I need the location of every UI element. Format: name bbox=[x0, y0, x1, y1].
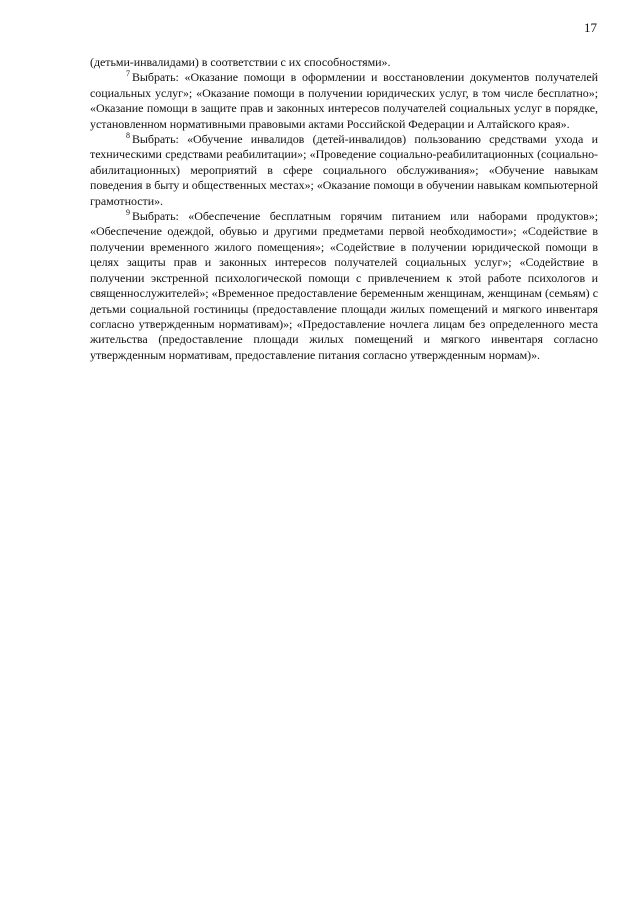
footnote-marker: 8 bbox=[126, 131, 130, 141]
footnote-marker: 9 bbox=[126, 208, 130, 218]
page-number: 17 bbox=[584, 20, 597, 35]
footnote-8 bbox=[90, 132, 598, 209]
continuation-paragraph: (детьми-инвалидами) в соответствии с их способностями». bbox=[90, 55, 391, 69]
document-body bbox=[90, 55, 598, 363]
footnote-text: Выбрать: «Оказание помощи в оформлении и восстановлении документов получателей социальных услуг»; «Оказание помощи в получении юридических услуг, в том числе бесплатно»; «Оказание помощи в защите прав и законных интересов получателей социальных услуг в порядке, установленном нормативными правовыми актами Российской Федерации и Алтайского края». bbox=[90, 70, 598, 131]
footnote-7 bbox=[90, 70, 598, 132]
footnote-9 bbox=[90, 209, 598, 363]
footnote-marker: 7 bbox=[126, 69, 130, 79]
footnote-text: Выбрать: «Обеспечение бесплатным горячим питанием или наборами продуктов»; «Обеспечение одеждой, обувью и другими предметами первой необходимости»; «Содействие в получении временного жилого помещения»; «Содействие в получении юридической помощи в целях защиты прав и законных интересов получателей социальных услуг»; «Содействие в получении экстренной психологической помощи с привлечением к этой работе психологов и священнослужителей»; «Временное предоставление беременным женщинам, женщинам (семьям) с детьми социальной гостиницы (предоставление площади жилых помещений и мягкого инвентаря согласно утвержденным нормативам)»; «Предоставление ночлега лицам без определенного места жительства (предоставление площади жилых помещений и мягкого инвентаря согласно утвержденным нормативам, предоставление питания согласно утвержденным нормам)». bbox=[90, 209, 598, 362]
footnote-text: Выбрать: «Обучение инвалидов (детей-инвалидов) пользованию средствами ухода и техническими средствами реабилитации»; «Проведение социально-реабилитационных (социально-абилитационных) мероприятий в сфере социального обслуживания»; «Обучение навыкам поведения в быту и общественных местах»; «Оказание помощи в обучении навыкам компьютерной грамотности». bbox=[90, 132, 598, 208]
